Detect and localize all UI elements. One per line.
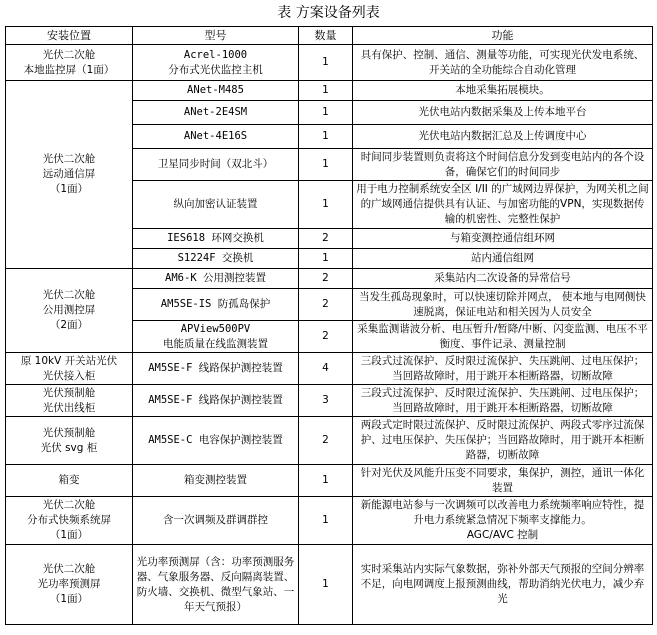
cell-model bbox=[133, 545, 299, 625]
location-line: 光伏二次舱 bbox=[42, 48, 96, 61]
function-line: 三段式过流保护、反时限过流保护、失压跳闸、过电压保护；当回路故障时，用于跳开本柜断路器，切断故障 bbox=[360, 386, 645, 414]
cell-quantity: 3 bbox=[299, 385, 353, 417]
cell-quantity: 1 bbox=[299, 45, 353, 81]
model-line: S1224F 交换机 bbox=[177, 252, 254, 264]
cell-function bbox=[353, 417, 653, 465]
table-row bbox=[6, 269, 653, 289]
table-row bbox=[6, 465, 653, 497]
cell-function bbox=[353, 101, 653, 125]
location-line: 远动通信屏 bbox=[42, 168, 96, 180]
cell-model bbox=[133, 321, 299, 353]
cell-model bbox=[133, 229, 299, 249]
cell-quantity: 2 bbox=[299, 289, 353, 321]
cell-quantity: 1 bbox=[299, 149, 353, 181]
model-line: ANet-2E4SM bbox=[183, 106, 248, 118]
cell-model bbox=[133, 385, 299, 417]
table-body bbox=[6, 45, 653, 625]
model-line: AM5SE-F 线路保护测控装置 bbox=[148, 394, 283, 406]
function-line: 新能源电站参与一次调频可以改善电力系统频率响应特性，提升电力系统紧急情况下频率支撑能力。 bbox=[360, 499, 645, 526]
cell-function bbox=[353, 269, 653, 289]
cell-quantity: 2 bbox=[299, 229, 353, 249]
model-line: APView500PV bbox=[180, 322, 251, 335]
model-line: ANet-M485 bbox=[187, 84, 244, 96]
model-line: 卫星同步时间（双北斗） bbox=[157, 158, 274, 170]
table-row bbox=[6, 497, 653, 545]
cell-location bbox=[6, 81, 133, 269]
cell-model bbox=[133, 353, 299, 385]
table-title: 表 方案设备列表 bbox=[277, 5, 380, 21]
equipment-table bbox=[5, 26, 653, 625]
cell-quantity: 4 bbox=[299, 353, 353, 385]
table-row bbox=[6, 545, 653, 625]
cell-location bbox=[6, 545, 133, 625]
location-line: 光功率预测屏 bbox=[37, 578, 101, 590]
cell-model bbox=[133, 101, 299, 125]
cell-quantity: 2 bbox=[299, 321, 353, 353]
location-line: 原 10kV 开关站光伏 bbox=[20, 354, 118, 367]
cell-location bbox=[6, 45, 133, 81]
function-line: 用于电力控制系统安全区 I/II 的广域网边界保护，为网关机之间的广域网通信提供具有认证、与加密功能的VPN，实现数据传输的机密性、完整性保护 bbox=[356, 183, 649, 225]
location-line: 光伏预制舱 bbox=[42, 386, 96, 399]
model-line: Acrel-1000 bbox=[183, 48, 248, 61]
location-line: 光伏二次舱 bbox=[42, 153, 96, 165]
location-line: 公用测控屏 bbox=[42, 304, 96, 316]
model-line: 含一次调频及群调群控 bbox=[163, 514, 268, 526]
header-quantity: 数量 bbox=[299, 27, 353, 45]
location-line: 光伏预制舱 bbox=[42, 426, 96, 439]
location-line: 光伏二次舱 bbox=[42, 289, 96, 301]
location-line: （1面） bbox=[49, 593, 89, 605]
cell-model bbox=[133, 149, 299, 181]
function-line: 与箱变测控通信组环网 bbox=[450, 232, 555, 244]
header-location: 安装位置 bbox=[6, 27, 133, 45]
header-model: 型号 bbox=[133, 27, 299, 45]
cell-location bbox=[6, 353, 133, 385]
cell-quantity: 2 bbox=[299, 269, 353, 289]
function-line: 采集站内二次设备的异常信号 bbox=[434, 272, 571, 284]
cell-quantity: 1 bbox=[299, 125, 353, 149]
function-line: 当发生孤岛现象时，可以快速切除并网点， 使本地与电网侧快速脱离，保证电站和相关因为人员安全 bbox=[359, 290, 646, 318]
model-line: 光功率预测屏（含：功率预测服务器、气象服务器、反向隔离装置、防火墙、交换机、微型气象站、一年天气预报） bbox=[136, 555, 295, 613]
cell-function bbox=[353, 149, 653, 181]
location-line: 本地监控屏（1面） bbox=[23, 63, 115, 76]
location-line: 分布式快频系统屏 bbox=[27, 514, 111, 526]
location-line: 光伏接入柜 bbox=[42, 369, 96, 382]
model-line: 分布式光伏监控主机 bbox=[168, 63, 263, 76]
header-function: 功能 bbox=[353, 27, 653, 45]
model-line: AM5SE-IS 防孤岛保护 bbox=[160, 298, 271, 310]
location-line: （1面） bbox=[49, 183, 89, 195]
cell-location bbox=[6, 497, 133, 545]
location-line: 光伏二次舱 bbox=[42, 499, 96, 511]
function-line: AGC/AVC 控制 bbox=[466, 529, 539, 541]
cell-model bbox=[133, 249, 299, 269]
cell-function bbox=[353, 249, 653, 269]
function-line: 三段式过流保护、反时限过流保护、失压跳闸、过电压保护；当回路故障时，用于跳开本柜断路器，切断故障 bbox=[360, 354, 645, 382]
table-header-row bbox=[6, 27, 653, 45]
function-line: 时间同步装置则负责将这个时间信息分发到变电站内的各个设备，确保它们的时间同步 bbox=[360, 150, 645, 178]
function-line: 本地采集拓展模块。 bbox=[455, 84, 550, 96]
cell-function bbox=[353, 45, 653, 81]
cell-model bbox=[133, 269, 299, 289]
table-row bbox=[6, 385, 653, 417]
function-line: 站内通信组网 bbox=[471, 252, 534, 264]
location-line: 光伏二次舱 bbox=[42, 563, 96, 575]
function-line: 光伏电站内数据汇总及上传调度中心 bbox=[418, 130, 587, 142]
cell-function bbox=[353, 385, 653, 417]
cell-function bbox=[353, 497, 653, 545]
cell-quantity: 1 bbox=[299, 81, 353, 101]
cell-quantity: 1 bbox=[299, 249, 353, 269]
cell-function bbox=[353, 321, 653, 353]
cell-function bbox=[353, 81, 653, 101]
cell-function bbox=[353, 545, 653, 625]
cell-quantity: 1 bbox=[299, 545, 353, 625]
cell-model bbox=[133, 125, 299, 149]
function-line: 两段式定时限过流保护、反时限过流保护、两段式零序过流保护、过电压保护、失压保护；当回路故障时，用于跳开本柜断路器，切断故障 bbox=[360, 419, 645, 461]
cell-location bbox=[6, 385, 133, 417]
model-line: AM5SE-C 电容保护测控装置 bbox=[148, 434, 283, 446]
cell-function bbox=[353, 181, 653, 229]
cell-location bbox=[6, 269, 133, 353]
cell-quantity: 1 bbox=[299, 181, 353, 229]
cell-function bbox=[353, 125, 653, 149]
function-line: 光伏电站内数据采集及上传本地平台 bbox=[418, 106, 587, 118]
cell-model bbox=[133, 417, 299, 465]
cell-model bbox=[133, 181, 299, 229]
cell-quantity: 1 bbox=[299, 497, 353, 545]
table-row bbox=[6, 417, 653, 465]
function-line: 具有保护、控制、通信、测量等功能，可实现光伏发电系统、开关站的全功能综合自动化管理 bbox=[360, 48, 645, 76]
table-row bbox=[6, 45, 653, 81]
cell-quantity: 1 bbox=[299, 101, 353, 125]
cell-model bbox=[133, 289, 299, 321]
cell-model bbox=[133, 465, 299, 497]
function-line: 采集监测谐波分析、电压暂升/暂降/中断、闪变监测、电压不平衡度、事件记录、测量控制 bbox=[357, 322, 648, 350]
cell-model bbox=[133, 81, 299, 101]
table-row bbox=[6, 81, 653, 101]
cell-location bbox=[6, 465, 133, 497]
model-line: AM6-K 公用测控装置 bbox=[165, 272, 266, 284]
model-line: 纵向加密认证装置 bbox=[173, 198, 258, 210]
model-line: ANet-4E16S bbox=[183, 130, 248, 142]
cell-model bbox=[133, 45, 299, 81]
table-row bbox=[6, 353, 653, 385]
model-line: AM5SE-F 线路保护测控装置 bbox=[148, 362, 283, 374]
cell-function bbox=[353, 229, 653, 249]
location-line: 光伏出线柜 bbox=[42, 401, 96, 414]
location-line: （2面） bbox=[49, 319, 89, 331]
location-line: （1面） bbox=[49, 529, 89, 541]
location-line: 光伏 svg 柜 bbox=[40, 441, 98, 454]
cell-quantity: 2 bbox=[299, 417, 353, 465]
cell-function bbox=[353, 465, 653, 497]
cell-function bbox=[353, 353, 653, 385]
function-line: 针对光伏及风能升压变不同要求，集保护，测控，通讯一体化装置 bbox=[360, 466, 645, 494]
location-line: 箱变 bbox=[58, 474, 80, 486]
model-line: 箱变测控装置 bbox=[184, 474, 247, 486]
function-line: 实时采集站内实际气象数据，弥补外部天气预报的空间分辨率不足，向电网调度上报预测曲线，帮助消纳光伏电力，减少弃光 bbox=[360, 563, 645, 605]
model-line: IES618 环网交换机 bbox=[167, 232, 264, 244]
cell-quantity: 1 bbox=[299, 465, 353, 497]
cell-model bbox=[133, 497, 299, 545]
model-line: 电能质量在线监测装置 bbox=[163, 337, 268, 350]
cell-location bbox=[6, 417, 133, 465]
cell-function bbox=[353, 289, 653, 321]
